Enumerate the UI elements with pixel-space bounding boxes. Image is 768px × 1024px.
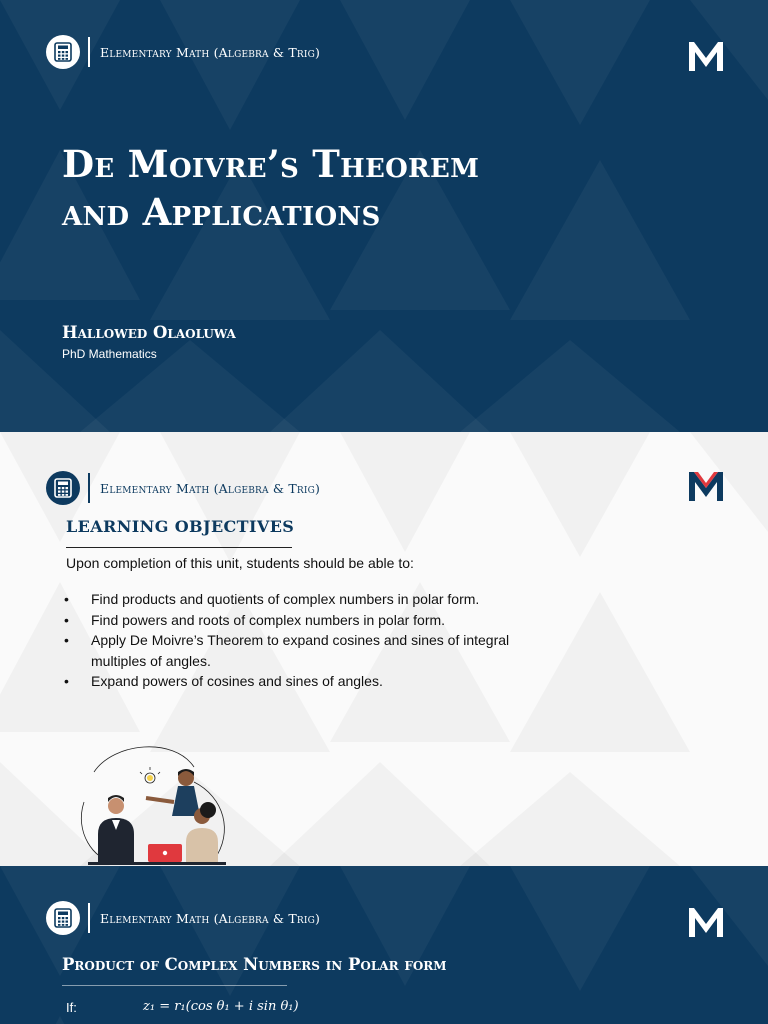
list-item: • Find products and quotients of complex numbers in polar form. — [62, 589, 562, 610]
cover-title — [62, 140, 479, 236]
cover-header — [46, 35, 320, 69]
list-item: • Expand powers of cosines and sines of angles. — [62, 671, 562, 692]
students-discussion-illustration — [74, 742, 234, 866]
header-divider — [88, 37, 90, 67]
author-degree: PhD Mathematics — [62, 347, 157, 361]
course-name: Elementary Math (Algebra & Trig) — [100, 480, 321, 496]
polar-formula: z₁ = r₁(cos θ₁ + i sin θ₁) — [143, 999, 299, 1014]
objectives-header — [46, 471, 320, 505]
product-header — [46, 901, 320, 935]
objectives-intro: Upon completion of this unit, students should be able to: — [66, 555, 414, 571]
calculator-icon — [46, 471, 80, 505]
list-item: • Find powers and roots of complex numbers in polar form. — [62, 610, 562, 631]
header-divider — [88, 903, 90, 933]
product-slide — [0, 866, 768, 1024]
calculator-icon — [46, 35, 80, 69]
background-pattern — [0, 866, 768, 1024]
objectives-heading: LEARNING OBJECTIVES — [66, 517, 295, 536]
author-name: Hallowed Olaoluwa — [62, 323, 236, 342]
product-heading: Product of Complex Numbers in Polar form — [62, 955, 447, 974]
cover-title-line1: De Moivre’s Theorem — [62, 142, 480, 186]
list-item: • Apply De Moivre’s Theorem to expand cosines and sines of integral multiples of angles. — [62, 630, 562, 671]
m-logo-icon — [688, 906, 724, 938]
product-underline — [62, 985, 287, 986]
cover-slide — [0, 0, 768, 432]
m-logo-icon — [688, 470, 724, 502]
objectives-underline — [66, 547, 292, 548]
if-label: If: — [66, 1000, 77, 1015]
header-divider — [88, 473, 90, 503]
course-name: Elementary Math (Algebra & Trig) — [100, 910, 321, 926]
course-name: Elementary Math (Algebra & Trig) — [100, 44, 321, 60]
m-logo-icon — [688, 40, 724, 72]
cover-title-line2: and Applications — [62, 190, 381, 234]
objectives-list — [62, 589, 562, 692]
calculator-icon — [46, 901, 80, 935]
